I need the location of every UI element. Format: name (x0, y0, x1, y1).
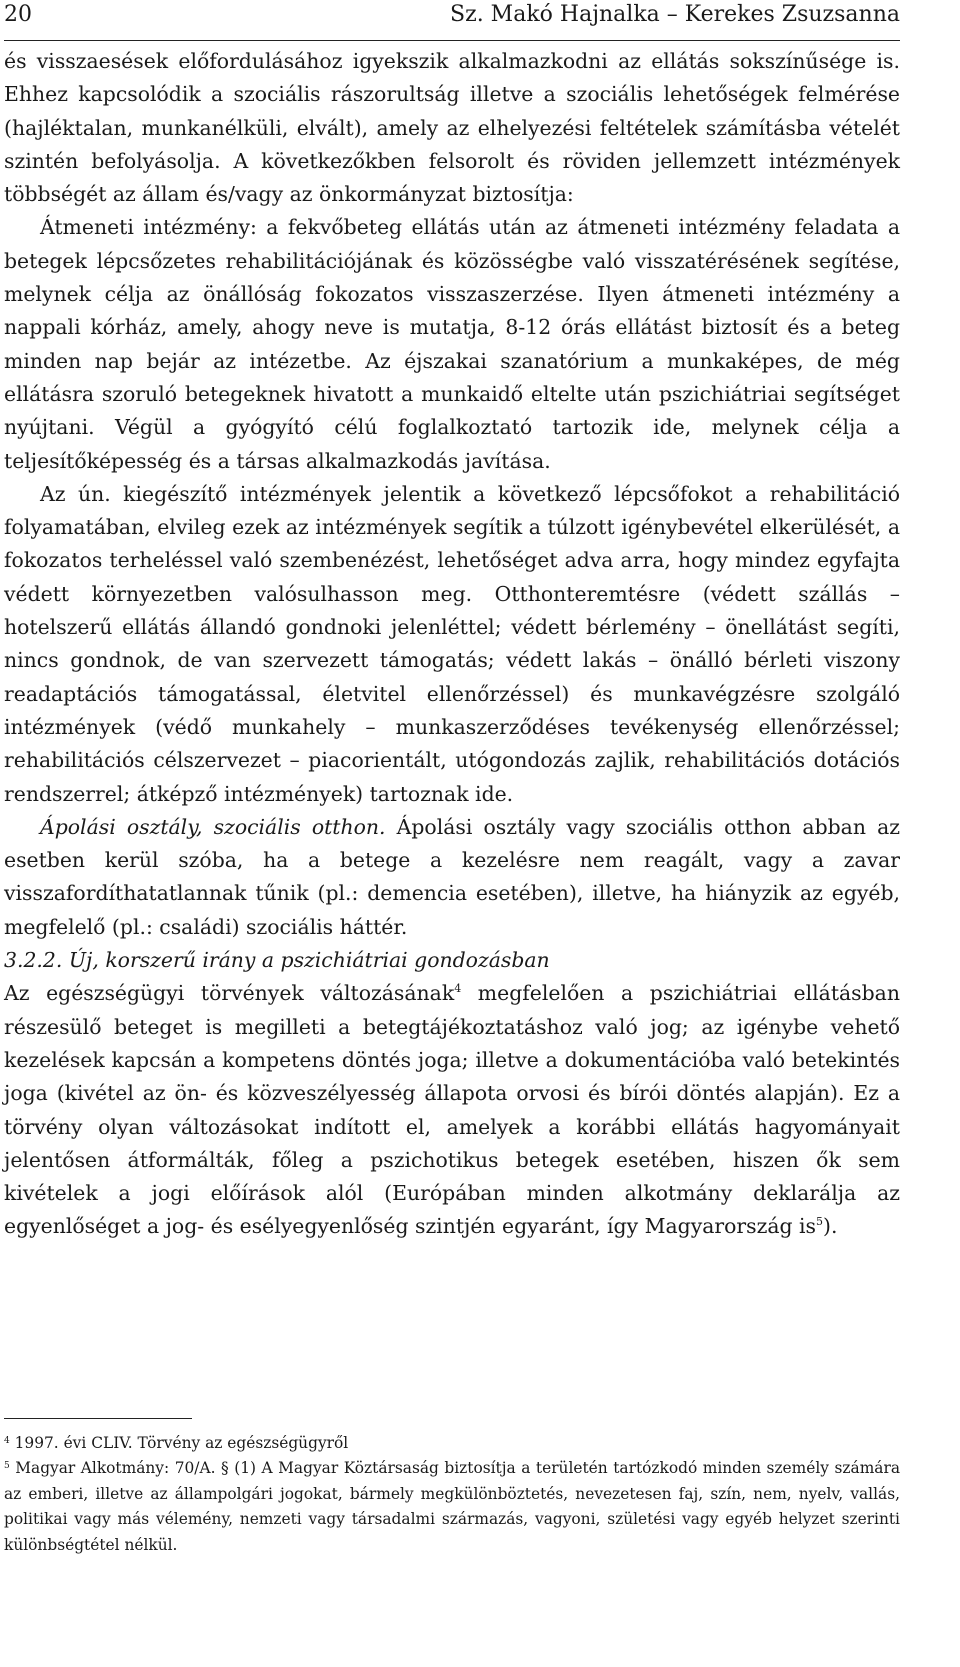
footnote-4: $^4$ 1997. évi CLIV. Törvény az egészségügyről (4, 1434, 349, 1452)
footnote-5: $^5$ Magyar Alkotmány: 70/A. § (1) A Magyar Köztársaság biztosítja a területén tartózkodó minden személy számára az emberi, illetve az állampolgári jogokat, bármely megkülönböztetés, nevezetesen faj, szín, nem, nyelv, vallás, politikai vagy más vélemény, nemzeti vagy társadalmi származás, vagyoni, születési vagy egyéb helyzet szerinti különbségtétel nélkül. (4, 1459, 900, 1554)
body-text (4, 45, 900, 1244)
page-header (4, 0, 900, 41)
footnote-ref-4: 4 (454, 982, 462, 996)
paragraph-transitional: Átmeneti intézmény: a fekvőbeteg ellátás után az átmeneti intézmény feladata a betegek lépcsőzetes rehabilitációjának és közösségbe való visszatérésének segítése, melynek célja az önállóság fokozatos visszaszerzése. Ilyen átmeneti intézmény a nappali kórház, amely, ahogy neve is mutatja, 8-12 órás ellátást biztosít és a beteg minden nap bejár az intézetbe. Az éjszakai szanatórium a munkaképes, de még ellátásra szoruló betegeknek hivatott a munkaidő eltelte után pszichiátriai segítséget nyújtani. Végül a gyógyító célú foglalkoztató tartozik ide, melynek célja a teljesítőképesség és a társas alkalmazkodás javítása. (4, 215, 900, 473)
nursing-lead: Ápolási osztály, szociális otthon. (40, 814, 386, 839)
footnote-divider (4, 1418, 192, 1419)
paragraph-supplementary: Az ún. kiegészítő intézmények jelentik a következő lépcsőfokot a rehabilitáció folyamatában, elvileg ezek az intézmények segítik a túlzott igénybevétel elkerülését, a fokozatos terheléssel való szembenézést, lehetőséget adva arra, hogy mindez egyfajta védett környezetben valósulhasson meg. Otthonteremtésre (védett szállás – hotelszerű ellátás állandó gondnoki jelenléttel; védett bérlemény – önellátást segíti, nincs gondnok, de van szervezett támogatás; védett lakás – önálló bérleti viszony readaptációs támogatással, életvitel ellenőrzéssel) és munkavégzésre szolgáló intézmények (védő munkahely – munkaszerződéses tevékenység ellenőrzéssel; rehabilitációs célszervezet – piacorientált, utógondozás zajlik, rehabilitációs dotációs rendszerrel; átképző intézmények) tartoznak ide. (4, 481, 900, 806)
section-heading: 3.2.2. Új, korszerű irány a pszichiátriai gondozásban (4, 948, 550, 973)
running-title: Sz. Makó Hajnalka – Kerekes Zsuzsanna (450, 2, 900, 27)
nursing-text: Ápolási osztály vagy szociális otthon abban az esetben kerül szóba, ha a betege a kezelésre nem reagált, vagy a zavar visszafordíthatatlannak tűnik (pl.: demencia esetében), illetve, ha hiányzik az egyéb, megfelelő (pl.: családi) szociális háttér. (4, 814, 900, 939)
paragraph-nursing (4, 811, 900, 944)
footnote-ref-5: 5 (816, 1215, 824, 1229)
page-number: 20 (4, 2, 32, 27)
footnotes (4, 1431, 900, 1558)
paragraph-law: Az egészségügyi törvények változásának$^4$ megfelelően a pszichiátriai ellátásban részesülő beteget is megilleti a betegtájékoztatáshoz való jog; az igénybe vehető kezelések kapcsán a kompetens döntés joga; illetve a dokumentációba való betekintés joga (kivétel az ön- és közveszélyesség állapota orvosi és bírói döntés alapján). Ez a törvény olyan változásokat indított el, amelyek a korábbi ellátás hagyományait jelentősen átformálták, főleg a pszichotikus betegek esetében, hiszen ők sem kivételek a jogi előírások alól (Európában minden alkotmány deklarálja az egyenlőséget a jog- és esélyegyenlőség szintjén egyaránt, így Magyarország $is^5$). (4, 981, 900, 1239)
paragraph-intro: és visszaesések előfordulásához igyekszik alkalmazkodni az ellátás sokszínűsége is. Ehhez kapcsolódik a szociális rászorultság illetve a szociális lehetőségek felmérése (hajléktalan, munkanélküli, elvált), amely az elhelyezési feltételek számításba vételét szintén befolyásolja. A következőkben felsorolt és röviden jellemzett intézmények többségét az állam és/vagy az önkormányzat biztosítja: (4, 49, 900, 207)
